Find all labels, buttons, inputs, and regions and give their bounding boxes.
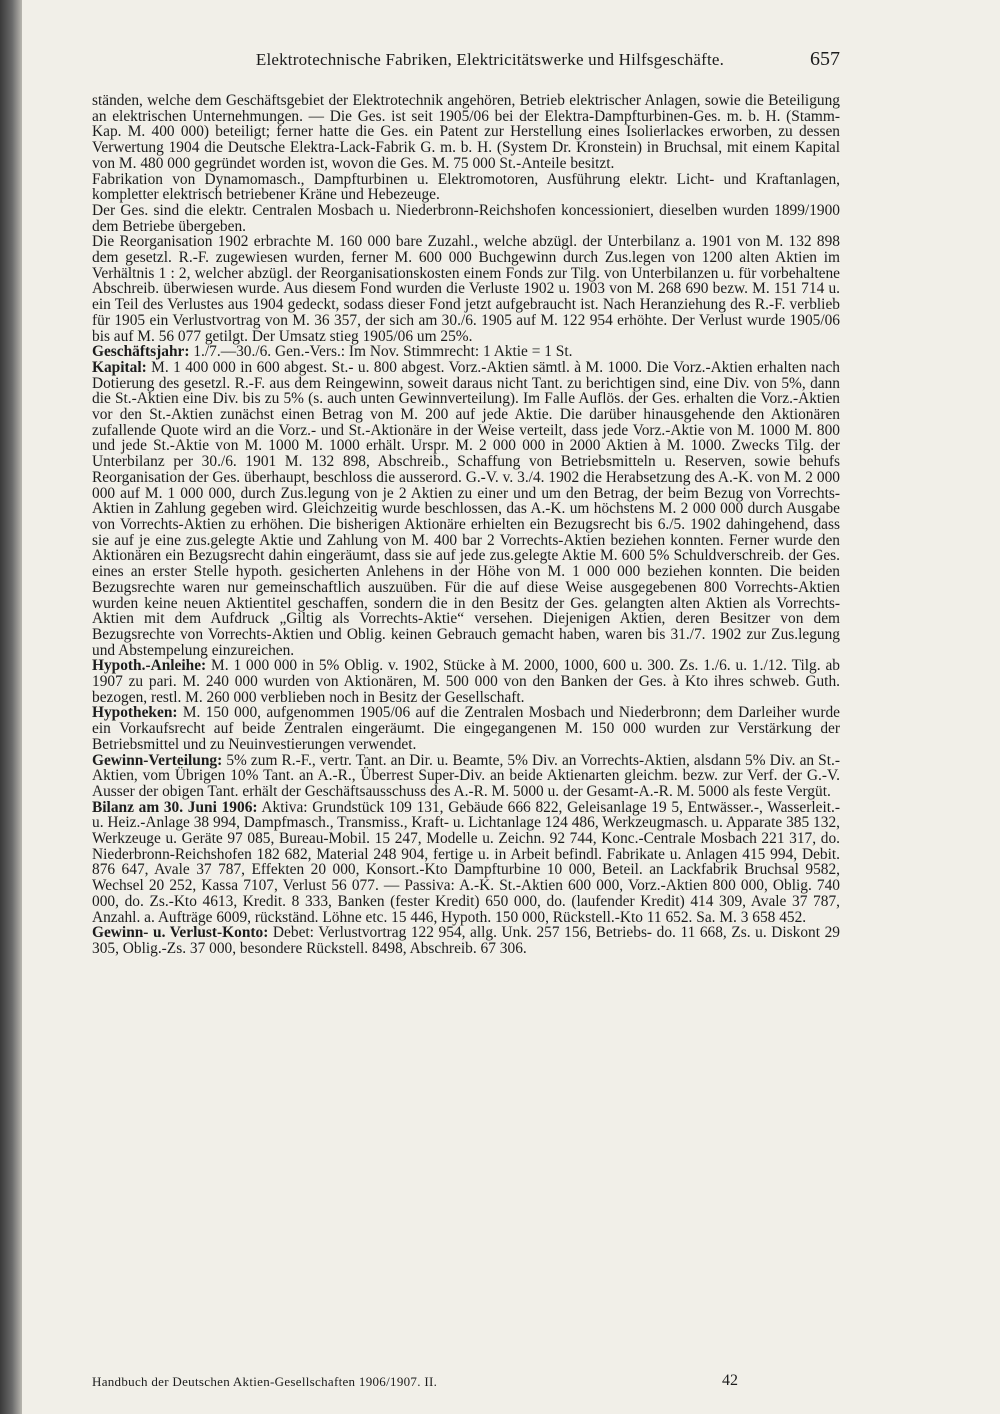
footer-title: Handbuch der Deutschen Aktien-Gesellschaften 1906/1907. II. <box>92 1374 438 1389</box>
paragraph-fabrication <box>92 172 840 203</box>
paragraph-text: M. 1 400 000 in 600 abgest. St.- u. 800 abgest. Vorz.-Aktien sämtl. à M. 1000. Die Vorz.-Aktien erhalten nach Dotierung des gesetzl. R.-F. aus dem Reingewinn, soweit daraus nicht Tant. zu berichtigen sind, eine Div. von 5%, dann die St.-Aktien eine Div. bis zu 5% (s. auch unten Gewinnverteilung). Im Falle Auflös. der Ges. erhalten die Vorz.-Aktien vor den St.-Aktien zunächst einen Betrag von M. 200 auf jede Aktie. Die darüber hinausgehende den Aktionären zufallende Quote wird an die Vorz.- und St.-Aktionäre in der Weise verteilt, dass jede Vorz.-Aktie von M. 1000 M. 800 und jede St.-Aktie von M. 1000 M. 1000 erhält. Urspr. M. 2 000 000 in 2000 Aktien à M. 1000. Zwecks Tilg. der Unterbilanz per 30./6. 1901 M. 132 898, Abschreib., Schaffung von Betriebsmitteln u. Reserven, sowie behufs Reorganisation der Ges. überhaupt, beschloss die ausserord. G.-V. v. 3./4. 1902 die Herabsetzung des A.-K. von M. 2 000 000 auf M. 1 000 000, durch Zus.legung von je 2 Aktien zu einer und um den Betrag, der beim Bezug von Vorrechts-Aktien in Zahlung gegeben wird. Gleichzeitig wurde beschlossen, das A.-K. um höchstens M. 2 000 000 durch Ausgabe von Vorrechts-Aktien zu erhöhen. Die bisherigen Aktionäre erhielten ein Bezugsrecht bis 6./5. 1902 dahingehend, dass sie auf je eine zus.gelegte Aktie und Zahlung von M. 400 bar 2 Vorrechts-Aktien beziehen konnten. Ferner wurde den Aktionären ein Bezugsrecht dahin eingeräumt, dass sie auf jede zus.gelegte Aktie M. 600 5% Schuldverschreib. der Ges. eines an erster Stelle hypoth. gesicherten Anlehens in der Höhe von M. 1 000 000 beziehen konnten. Die beiden Bezugsrechte waren nur gemeinschaftlich auszuüben. Für die auf diese Weise ausgegebenen 800 Vorrechts-Aktien wurden keine neuen Aktientitel geschaffen, sondern die in den Besitz der Ges. gelangten alten Aktien als Vorrechts-Aktien mit dem Aufdruck „Giltig als Vorrechts-Aktie“ versehen. Diejenigen Aktien, deren Besitzer von dem Bezugsrechte von Vorrechts-Aktien und Oblig. keinen Gebrauch gemacht haben, waren bis 31./7. 1902 zur Zus.legung und Abstempelung einzureichen. <box>92 358 840 659</box>
paragraph-lead: Geschäftsjahr: <box>92 343 190 361</box>
paragraph-text: Der Ges. sind die elektr. Centralen Mosbach u. Niederbronn-Reichshofen koncessioniert, dieselben wurden 1899/1900 dem Betriebe übergeben. <box>92 201 840 235</box>
paragraph-business-scope <box>92 93 840 172</box>
paragraph-text: ständen, welche dem Geschäftsgebiet der Elektrotechnik angehören, Betrieb elektrischer Anlagen, sowie die Beteiligung an elektrischen Unternehmungen. — Die Ges. ist seit 1905/06 bei der Elektra-Dampfturbinen-Ges. m. b. H. (Stamm-Kap. M. 400 000) beteiligt; ferner hatte die Ges. ein Patent zur Herstellung eines Isolierlackes erworben, zu dessen Verwertung 1904 die Deutsche Elektra-Lack-Fabrik G. m. b. H. (System Dr. Kronstein) in Bruchsal, mit einem Kapital von M. 480 000 gegründet worden ist, wovon die Ges. M. 75 000 St.-Anteile besitzt. <box>92 92 840 172</box>
paragraph-lead: Gewinn- u. Verlust-Konto: <box>92 924 269 942</box>
paragraph-profit-distribution <box>92 753 840 800</box>
paragraph-balance-sheet <box>92 800 840 926</box>
paragraph-text: Debet: Verlustvortrag 122 954, allg. Unk. 257 156, Betriebs- do. 11 668, Zs. u. Diskont 29 305, Oblig.-Zs. 37 000, besondere Rückstell. 8498, Abschreib. 67 306. <box>92 924 840 957</box>
paragraph-mortgages <box>92 705 840 752</box>
paragraph-reorganisation <box>92 234 840 344</box>
paragraph-lead: Hypotheken: <box>92 704 178 722</box>
book-binding-shadow <box>0 0 22 1414</box>
paragraph-profit-loss-account <box>92 925 840 956</box>
paragraph-lead: Kapital: <box>92 358 147 376</box>
paragraph-text: 5% zum R.-F., vertr. Tant. an Dir. u. Beamte, 5% Div. an Vorrechts-Aktien, alsdann 5% Div. an St.-Aktien, vom Übrigen 10% Tant. an A.-R., Überrest Super-Div. an beide Aktienarten gleichm. bezw. zur Verf. der G.-V. Ausser der obigen Tant. erhält der Geschäftsausschuss des A.-R. M. 5000 u. der Gesamt-A.-R. M. 5000 als feste Vergüt. <box>92 751 840 800</box>
paragraph-capital <box>92 360 840 658</box>
page-header <box>0 48 1000 82</box>
paragraph-text: Fabrikation von Dynamomasch., Dampfturbinen u. Elektromotoren, Ausführung elektr. Licht- und Kraftanlagen, kompletter elektrisch betriebener Kräne und Hebezeuge. <box>92 170 840 204</box>
paragraph-text: M. 1 000 000 in 5% Oblig. v. 1902, Stücke à M. 2000, 1000, 600 u. 300. Zs. 1./6. u. 1./12. Tilg. ab 1907 zu pari. M. 240 000 wurden von Aktionären, M. 500 000 von den Banken der Ges. à Kto ihres schweb. Guth. bezogen, restl. M. 260 000 verblieben noch in Besitz der Gesellschaft. <box>92 657 840 706</box>
paragraph-centrals <box>92 203 840 234</box>
paragraph-text: Die Reorganisation 1902 erbrachte M. 160 000 bare Zuzahl., welche abzügl. der Unterbilanz a. 1901 von M. 132 898 dem gesetzl. R.-F. zugewiesen wurden, ferner M. 600 000 Buchgewinn durch Zus.legen von 1200 alten Aktien im Verhältnis 1 : 2, welcher abzügl. der Reorganisationskosten einem Fonds zur Tilg. von Unterbilanzen u. für vorbehaltene Abschreib. überwiesen wurde. Aus diesem Fond wurden die Verluste 1902 u. 1903 von M. 268 690 bezw. M. 151 714 u. ein Teil des Verlustes aus 1904 gedeckt, sodass dieser Fond jetzt aufgebraucht ist. Nach Heranziehung des R.-F. verblieb für 1905 ein Verlustvortrag von M. 36 357, der sich am 30./6. 1905 auf M. 122 954 erhöhte. Der Verlust wurde 1905/06 bis auf M. 56 077 getilgt. Der Umsatz stieg 1905/06 um 25%. <box>92 233 840 345</box>
paragraph-text: 1./7.—30./6. Gen.-Vers.: Im Nov. Stimmrecht: 1 Aktie = 1 St. <box>193 343 573 361</box>
paragraph-text: Aktiva: Grundstück 109 131, Gebäude 666 822, Geleisanlage 19 5, Entwässer.-, Wasserleit.- u. Heiz.-Anlage 38 994, Dampfmasch., Transmiss., Kraft- u. Lichtanlage 124 486, Werkzeugmasch. u. Apparate 385 132, Werkzeuge u. Geräte 97 085, Bureau-Mobil. 15 247, Modelle u. Zeichn. 92 744, Konc.-Centrale Mosbach 221 317, do. Niederbronn-Reichshofen 182 682, Material 248 904, fertige u. in Arbeit befindl. Fabrikate u. Anlagen 415 994, Debit. 876 647, Avale 37 787, Effekten 20 000, Konsort.-Kto Dampfturbine 10 000, Beteil. an Lackfabrik Bruchsal 9582, Wechsel 20 252, Kassa 7107, Verlust 56 077. — Passiva: A.-K. St.-Aktien 600 000, Vorz.-Aktien 800 000, Oblig. 740 000, do. Zs.-Kto 4613, Kredit. 8 333, Banken (fester Kredit) 650 000, do. (laufender Kredit) 414 309, Avale 37 787, Anzahl. a. Aufträge 6009, rückständ. Löhne etc. 15 446, Hypoth. 150 000, Rückstell.-Kto 11 652. Sa. M. 3 658 452. <box>92 798 841 926</box>
paragraph-mortgage-bond <box>92 658 840 705</box>
body-text <box>92 93 840 957</box>
paragraph-text: M. 150 000, aufgenommen 1905/06 auf die Zentralen Mosbach und Niederbronn; dem Darleiher wurde ein Vorkaufsrecht auf beide Zentralen eingeräumt. Die eingegangenen M. 150 000 wurden zur Verstärkung der Betriebsmittel und zu Neuinvestierungen verwendet. <box>92 704 840 753</box>
paragraph-lead: Bilanz am 30. Juni 1906: <box>92 798 258 816</box>
paragraph-fiscal-year <box>92 344 840 360</box>
page-number: 657 <box>810 48 840 70</box>
page-footer <box>92 1372 840 1394</box>
paragraph-lead: Gewinn-Verteilung: <box>92 751 223 769</box>
running-head: Elektrotechnische Fabriken, Elektricitätswerke und Hilfsgeschäfte. <box>255 50 725 69</box>
paragraph-lead: Hypoth.-Anleihe: <box>92 657 207 675</box>
signature-mark: 42 <box>722 1372 738 1389</box>
